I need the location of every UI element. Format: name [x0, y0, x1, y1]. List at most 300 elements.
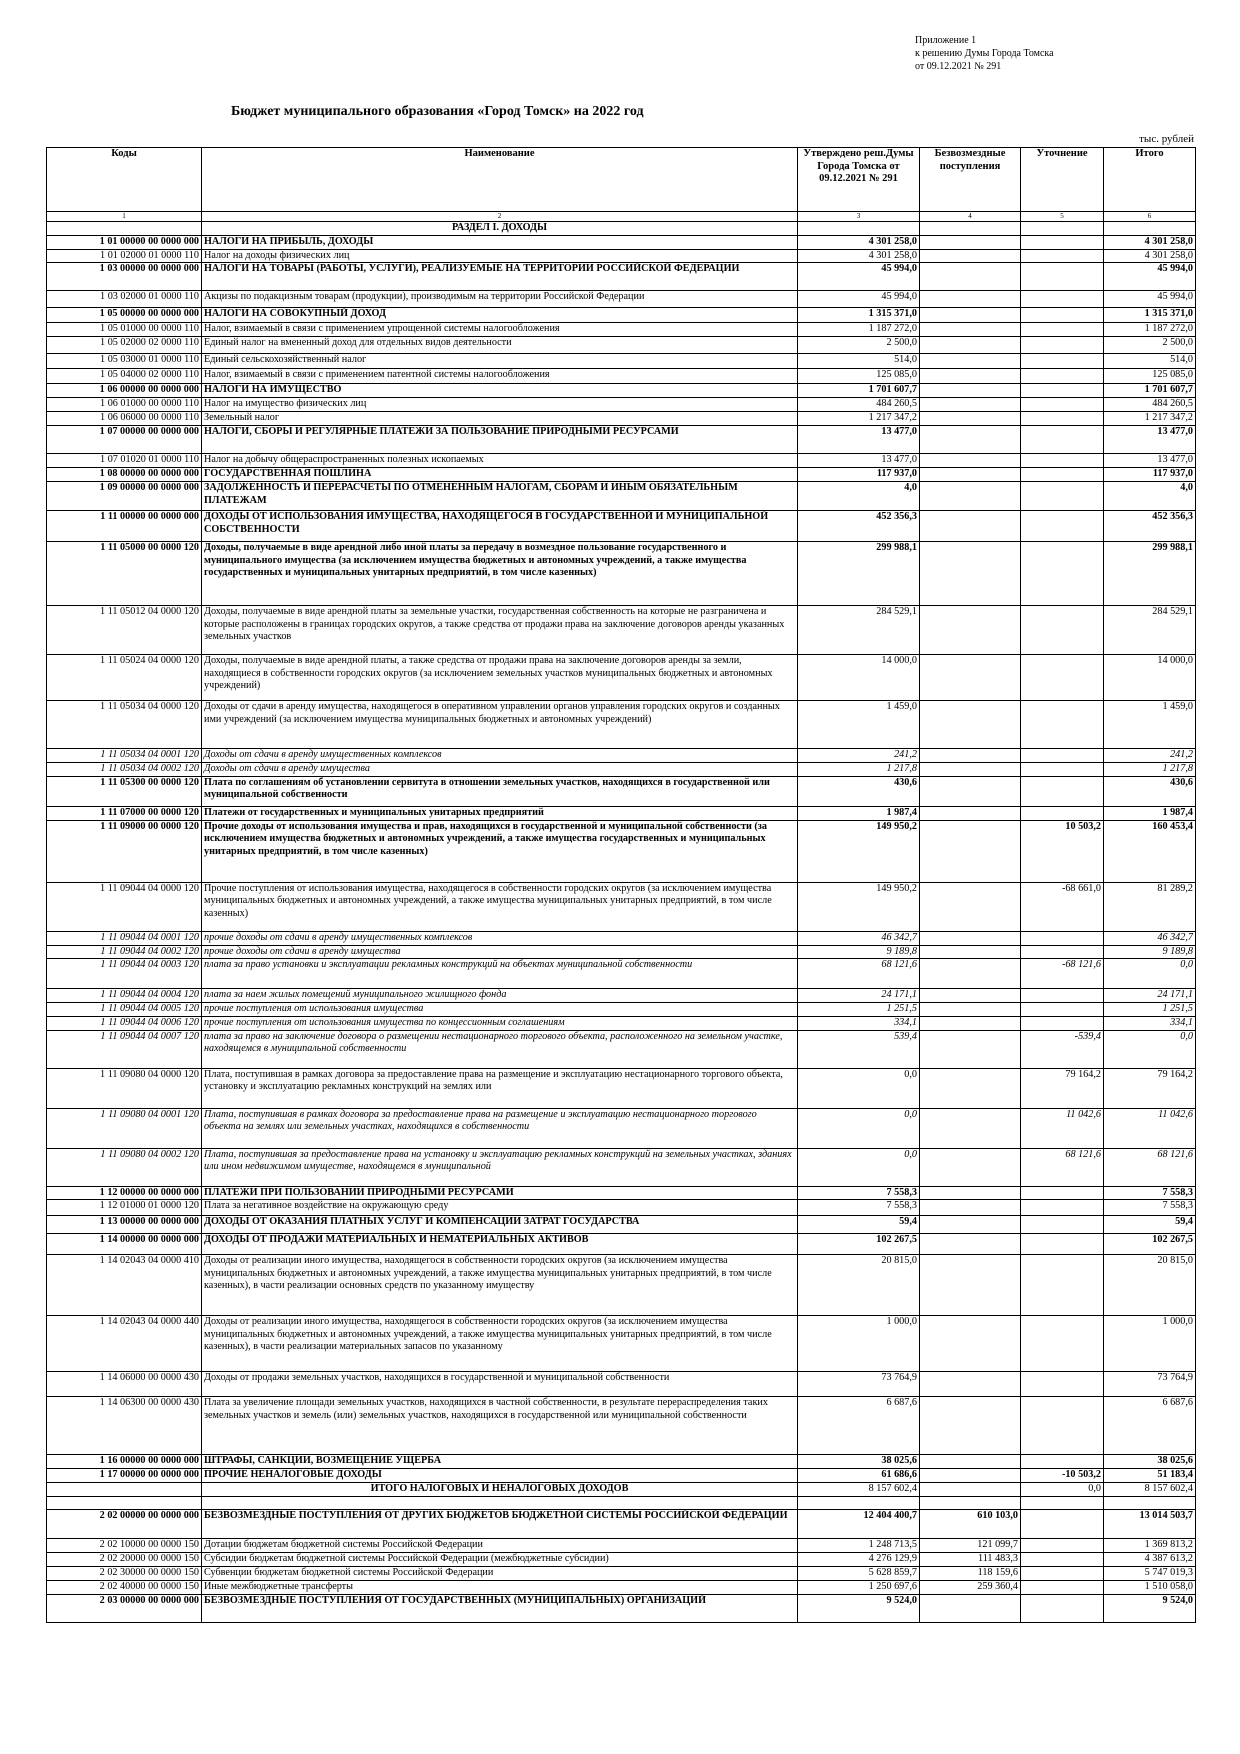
total-cell: 1 217 347,2 — [1104, 412, 1196, 426]
grants-cell — [920, 354, 1021, 369]
table-row — [47, 762, 1196, 776]
name-cell: Доходы, получаемые в виде арендной либо иной платы за передачу в возмездное пользование государственного и муниципального имущества (за исключением имущества бюджетных и автономных учреждений, а также имущества государственных и муниципальных унитарных предприятий, в том числе казенных) — [202, 542, 798, 606]
table-row — [47, 1553, 1196, 1567]
name-cell: НАЛОГИ НА ТОВАРЫ (РАБОТЫ, УСЛУГИ), РЕАЛИЗУЕМЫЕ НА ТЕРРИТОРИИ РОССИЙСКОЙ ФЕДЕРАЦИИ — [202, 263, 798, 291]
code-cell: 1 11 09000 00 0000 120 — [47, 820, 202, 882]
refinement-cell — [1021, 235, 1104, 249]
table-row — [47, 1497, 1196, 1510]
refinement-cell — [1021, 945, 1104, 959]
grants-cell — [920, 1483, 1021, 1497]
approved-cell: 284 529,1 — [798, 606, 920, 655]
grants-cell — [920, 655, 1021, 701]
table-row — [47, 1595, 1196, 1623]
table-row — [47, 542, 1196, 606]
name-cell: Акцизы по подакцизным товарам (продукции), производимым на территории Российской Федерации — [202, 291, 798, 308]
table-row — [47, 1016, 1196, 1030]
total-cell — [1104, 1497, 1196, 1510]
grants-cell: 259 360,4 — [920, 1581, 1021, 1595]
grants-cell — [920, 1234, 1021, 1255]
grants-cell — [920, 749, 1021, 763]
grants-cell — [920, 398, 1021, 412]
table-row — [47, 384, 1196, 398]
refinement-cell — [1021, 369, 1104, 384]
total-cell: 1 187 272,0 — [1104, 323, 1196, 337]
total-cell: 117 937,0 — [1104, 468, 1196, 482]
grants-cell — [920, 426, 1021, 454]
total-cell: 51 183,4 — [1104, 1469, 1196, 1483]
annex-note — [915, 34, 1054, 73]
refinement-cell — [1021, 426, 1104, 454]
approved-cell: 7 558,3 — [798, 1186, 920, 1200]
grants-cell: 118 159,6 — [920, 1567, 1021, 1581]
grants-cell — [920, 1148, 1021, 1186]
code-cell: 1 11 09044 04 0002 120 — [47, 945, 202, 959]
name-cell: Дотации бюджетам бюджетной системы Российской Федерации — [202, 1539, 798, 1553]
total-cell: 1 369 813,2 — [1104, 1539, 1196, 1553]
table-row — [47, 426, 1196, 454]
table-row — [47, 945, 1196, 959]
table-row — [47, 606, 1196, 655]
approved-cell: 514,0 — [798, 354, 920, 369]
name-cell: Единый налог на вмененный доход для отдельных видов деятельности — [202, 337, 798, 354]
table-row — [47, 820, 1196, 882]
code-cell: 2 02 00000 00 0000 000 — [47, 1510, 202, 1539]
table-row — [47, 1030, 1196, 1068]
refinement-cell — [1021, 1455, 1104, 1469]
grants-cell — [920, 308, 1021, 323]
grants-cell — [920, 959, 1021, 989]
name-cell: Плата по соглашениям об установлении сервитута в отношении земельных участков, находящихся в государственной или муниципальной собственности — [202, 776, 798, 806]
annex-line: к решению Думы Города Томска — [915, 48, 1054, 59]
total-cell: 1 217,8 — [1104, 762, 1196, 776]
table-row — [47, 1108, 1196, 1148]
grants-cell — [920, 762, 1021, 776]
refinement-cell — [1021, 1316, 1104, 1372]
column-number: 1 — [47, 212, 202, 222]
code-cell — [47, 1483, 202, 1497]
refinement-cell — [1021, 655, 1104, 701]
grants-cell — [920, 542, 1021, 606]
table-row — [47, 1216, 1196, 1234]
approved-cell: 38 025,6 — [798, 1455, 920, 1469]
code-cell: 1 11 05000 00 0000 120 — [47, 542, 202, 606]
table-row — [47, 882, 1196, 931]
approved-cell: 59,4 — [798, 1216, 920, 1234]
total-cell: 13 014 503,7 — [1104, 1510, 1196, 1539]
refinement-cell — [1021, 762, 1104, 776]
name-cell: ШТРАФЫ, САНКЦИИ, ВОЗМЕЩЕНИЕ УЩЕРБА — [202, 1455, 798, 1469]
section-empty-cell — [1021, 222, 1104, 236]
name-cell: прочие поступления от использования имущества — [202, 1003, 798, 1017]
grants-cell: 111 483,3 — [920, 1553, 1021, 1567]
total-cell: 484 260,5 — [1104, 398, 1196, 412]
total-cell: 4 387 613,2 — [1104, 1553, 1196, 1567]
grants-cell — [920, 1068, 1021, 1108]
section-row — [47, 222, 1196, 236]
total-cell: 430,6 — [1104, 776, 1196, 806]
code-cell: 1 07 00000 00 0000 000 — [47, 426, 202, 454]
total-cell: 68 121,6 — [1104, 1148, 1196, 1186]
grants-cell — [920, 989, 1021, 1003]
refinement-cell — [1021, 482, 1104, 511]
total-cell: 1 987,4 — [1104, 806, 1196, 820]
grants-cell — [920, 1108, 1021, 1148]
code-cell: 1 14 02043 04 0000 410 — [47, 1255, 202, 1316]
code-cell: 1 13 00000 00 0000 000 — [47, 1216, 202, 1234]
document-title: Бюджет муниципального образования «Город Томск» на 2022 год — [231, 104, 644, 119]
name-cell: НАЛОГИ НА ПРИБЫЛЬ, ДОХОДЫ — [202, 235, 798, 249]
name-cell: Плата за увеличение площади земельных участков, находящихся в частной собственности, в результате перераспределения таких земельных участков и земель (или) земельных участков, находящихся в государственной или муниципальной собственности — [202, 1397, 798, 1455]
approved-cell: 14 000,0 — [798, 655, 920, 701]
code-cell: 2 02 30000 00 0000 150 — [47, 1567, 202, 1581]
refinement-cell — [1021, 398, 1104, 412]
grants-cell — [920, 511, 1021, 542]
name-cell: ЗАДОЛЖЕННОСТЬ И ПЕРЕРАСЧЕТЫ ПО ОТМЕНЕННЫМ НАЛОГАМ, СБОРАМ И ИНЫМ ОБЯЗАТЕЛЬНЫМ ПЛАТЕЖАМ — [202, 482, 798, 511]
annex-line: от 09.12.2021 № 291 — [915, 61, 1002, 72]
column-number: 3 — [798, 212, 920, 222]
refinement-cell — [1021, 989, 1104, 1003]
annex-line: Приложение 1 — [915, 35, 977, 46]
grants-cell — [920, 323, 1021, 337]
table-row — [47, 354, 1196, 369]
units-label: тыс. рублей — [1139, 133, 1194, 145]
name-cell: БЕЗВОЗМЕЗДНЫЕ ПОСТУПЛЕНИЯ ОТ ДРУГИХ БЮДЖЕТОВ БЮДЖЕТНОЙ СИСТЕМЫ РОССИЙСКОЙ ФЕДЕРАЦИИ — [202, 1510, 798, 1539]
code-cell: 1 16 00000 00 0000 000 — [47, 1455, 202, 1469]
column-header-codes: Коды — [47, 148, 202, 212]
refinement-cell: 0,0 — [1021, 1483, 1104, 1497]
column-number-row — [47, 212, 1196, 222]
column-header-refinement: Уточнение — [1021, 148, 1104, 212]
code-cell: 1 05 03000 01 0000 110 — [47, 354, 202, 369]
total-cell: 6 687,6 — [1104, 1397, 1196, 1455]
total-cell: 1 510 058,0 — [1104, 1581, 1196, 1595]
section-code-cell — [47, 222, 202, 236]
code-cell: 1 03 02000 01 0000 110 — [47, 291, 202, 308]
name-cell: Налог на имущество физических лиц — [202, 398, 798, 412]
total-cell: 7 558,3 — [1104, 1186, 1196, 1200]
approved-cell: 149 950,2 — [798, 820, 920, 882]
approved-cell: 5 628 859,7 — [798, 1567, 920, 1581]
name-cell: Доходы от реализации иного имущества, находящегося в собственности городских округов (за исключением имущества муниципальных бюджетных и автономных учреждений, а также имущества муниципальных унитарных предприятий, в том числе казенных), в части реализации материальных запасов по указанному — [202, 1316, 798, 1372]
approved-cell: 4,0 — [798, 482, 920, 511]
approved-cell: 2 500,0 — [798, 337, 920, 354]
table-row — [47, 655, 1196, 701]
code-cell: 1 14 02043 04 0000 440 — [47, 1316, 202, 1372]
approved-cell: 0,0 — [798, 1068, 920, 1108]
code-cell: 1 11 05034 04 0000 120 — [47, 701, 202, 749]
approved-cell: 452 356,3 — [798, 511, 920, 542]
grants-cell — [920, 1372, 1021, 1397]
refinement-cell — [1021, 701, 1104, 749]
code-cell: 1 11 09044 04 0003 120 — [47, 959, 202, 989]
table-row — [47, 412, 1196, 426]
refinement-cell: -68 661,0 — [1021, 882, 1104, 931]
approved-cell: 1 187 272,0 — [798, 323, 920, 337]
grants-cell — [920, 1497, 1021, 1510]
refinement-cell — [1021, 1186, 1104, 1200]
section-title: РАЗДЕЛ I. ДОХОДЫ — [202, 222, 798, 236]
table-row — [47, 1539, 1196, 1553]
total-cell: 299 988,1 — [1104, 542, 1196, 606]
grants-cell — [920, 820, 1021, 882]
grants-cell — [920, 412, 1021, 426]
column-number: 5 — [1021, 212, 1104, 222]
approved-cell: 1 217 347,2 — [798, 412, 920, 426]
grants-cell: 121 099,7 — [920, 1539, 1021, 1553]
total-cell: 8 157 602,4 — [1104, 1483, 1196, 1497]
grants-cell — [920, 482, 1021, 511]
refinement-cell — [1021, 1581, 1104, 1595]
grants-cell — [920, 701, 1021, 749]
table-row — [47, 701, 1196, 749]
approved-cell: 61 686,6 — [798, 1469, 920, 1483]
refinement-cell — [1021, 1372, 1104, 1397]
grants-cell — [920, 1030, 1021, 1068]
table-row — [47, 1483, 1196, 1497]
code-cell: 1 05 00000 00 0000 000 — [47, 308, 202, 323]
refinement-cell — [1021, 542, 1104, 606]
approved-cell: 68 121,6 — [798, 959, 920, 989]
approved-cell: 0,0 — [798, 1108, 920, 1148]
grants-cell — [920, 263, 1021, 291]
code-cell: 1 05 04000 02 0000 110 — [47, 369, 202, 384]
column-number: 4 — [920, 212, 1021, 222]
total-cell: 2 500,0 — [1104, 337, 1196, 354]
table-row — [47, 291, 1196, 308]
approved-cell: 13 477,0 — [798, 426, 920, 454]
code-cell: 1 06 06000 00 0000 110 — [47, 412, 202, 426]
grants-cell — [920, 806, 1021, 820]
name-cell: Доходы от продажи земельных участков, находящихся в государственной и муниципальной собственности — [202, 1372, 798, 1397]
name-cell: ИТОГО НАЛОГОВЫХ И НЕНАЛОГОВЫХ ДОХОДОВ — [202, 1483, 798, 1497]
refinement-cell — [1021, 249, 1104, 263]
name-cell: Прочие поступления от использования имущества, находящегося в собственности городских округов (за исключением имущества муниципальных бюджетных и автономных учреждений, а также имущества муниципальных унитарных предприятий, в том числе казенных) — [202, 882, 798, 931]
table-row — [47, 1200, 1196, 1216]
name-cell: Плата, поступившая в рамках договора за предоставление права на размещение и эксплуатацию нестационарного торгового объекта на землях или земельных участках, находящихся в собственности — [202, 1108, 798, 1148]
refinement-cell — [1021, 606, 1104, 655]
approved-cell — [798, 1497, 920, 1510]
total-cell: 45 994,0 — [1104, 263, 1196, 291]
column-header-approved: Утверждено реш.Думы Города Томска от 09.12.2021 № 291 — [798, 148, 920, 212]
approved-cell: 1 000,0 — [798, 1316, 920, 1372]
refinement-cell — [1021, 308, 1104, 323]
name-cell: Плата за негативное воздействие на окружающую среду — [202, 1200, 798, 1216]
column-header-grants: Безвозмездные поступления — [920, 148, 1021, 212]
grants-cell — [920, 1316, 1021, 1372]
code-cell: 1 11 09044 04 0004 120 — [47, 989, 202, 1003]
approved-cell: 1 701 607,7 — [798, 384, 920, 398]
refinement-cell — [1021, 1216, 1104, 1234]
code-cell: 1 11 05012 04 0000 120 — [47, 606, 202, 655]
total-cell: 46 342,7 — [1104, 931, 1196, 945]
grants-cell — [920, 291, 1021, 308]
approved-cell: 1 315 371,0 — [798, 308, 920, 323]
code-cell: 1 11 09044 04 0000 120 — [47, 882, 202, 931]
table-row — [47, 249, 1196, 263]
refinement-cell — [1021, 337, 1104, 354]
code-cell: 1 08 00000 00 0000 000 — [47, 468, 202, 482]
total-cell: 20 815,0 — [1104, 1255, 1196, 1316]
grants-cell — [920, 384, 1021, 398]
code-cell: 1 11 05300 00 0000 120 — [47, 776, 202, 806]
total-cell: 5 747 019,3 — [1104, 1567, 1196, 1581]
grants-cell — [920, 337, 1021, 354]
table-row — [47, 1455, 1196, 1469]
code-cell: 1 11 09080 04 0000 120 — [47, 1068, 202, 1108]
total-cell: 81 289,2 — [1104, 882, 1196, 931]
total-cell: 1 251,5 — [1104, 1003, 1196, 1017]
total-cell: 102 267,5 — [1104, 1234, 1196, 1255]
table-row — [47, 1148, 1196, 1186]
name-cell: прочие доходы от сдачи в аренду имущественных комплексов — [202, 931, 798, 945]
refinement-cell — [1021, 323, 1104, 337]
refinement-cell — [1021, 1595, 1104, 1623]
total-cell: 1 459,0 — [1104, 701, 1196, 749]
name-cell: Земельный налог — [202, 412, 798, 426]
approved-cell: 45 994,0 — [798, 263, 920, 291]
total-cell: 13 477,0 — [1104, 454, 1196, 468]
total-cell: 1 000,0 — [1104, 1316, 1196, 1372]
total-cell: 1 701 607,7 — [1104, 384, 1196, 398]
grants-cell — [920, 249, 1021, 263]
approved-cell: 299 988,1 — [798, 542, 920, 606]
code-cell: 1 11 09080 04 0001 120 — [47, 1108, 202, 1148]
refinement-cell: 79 164,2 — [1021, 1068, 1104, 1108]
code-cell: 1 06 00000 00 0000 000 — [47, 384, 202, 398]
code-cell: 1 09 00000 00 0000 000 — [47, 482, 202, 511]
table-row — [47, 468, 1196, 482]
name-cell: плата за право установки и эксплуатации рекламных конструкций на объектах муниципальной собственности — [202, 959, 798, 989]
column-number: 2 — [202, 212, 798, 222]
table-row — [47, 1186, 1196, 1200]
total-cell: 9 524,0 — [1104, 1595, 1196, 1623]
total-cell: 4 301 258,0 — [1104, 235, 1196, 249]
table-row — [47, 776, 1196, 806]
refinement-cell: -539,4 — [1021, 1030, 1104, 1068]
grants-cell — [920, 1216, 1021, 1234]
name-cell: Единый сельскохозяйственный налог — [202, 354, 798, 369]
table-row — [47, 235, 1196, 249]
approved-cell: 73 764,9 — [798, 1372, 920, 1397]
code-cell: 1 11 07000 00 0000 120 — [47, 806, 202, 820]
column-number: 6 — [1104, 212, 1196, 222]
code-cell — [47, 1497, 202, 1510]
refinement-cell — [1021, 1200, 1104, 1216]
name-cell: ДОХОДЫ ОТ ПРОДАЖИ МАТЕРИАЛЬНЫХ И НЕМАТЕРИАЛЬНЫХ АКТИВОВ — [202, 1234, 798, 1255]
approved-cell: 45 994,0 — [798, 291, 920, 308]
total-cell: 241,2 — [1104, 749, 1196, 763]
total-cell: 73 764,9 — [1104, 1372, 1196, 1397]
code-cell: 1 14 00000 00 0000 000 — [47, 1234, 202, 1255]
grants-cell — [920, 468, 1021, 482]
refinement-cell — [1021, 1397, 1104, 1455]
table-row — [47, 1510, 1196, 1539]
grants-cell — [920, 1469, 1021, 1483]
name-cell — [202, 1497, 798, 1510]
approved-cell: 125 085,0 — [798, 369, 920, 384]
approved-cell: 7 558,3 — [798, 1200, 920, 1216]
name-cell: прочие поступления от использования имущества по концессионным соглашениям — [202, 1016, 798, 1030]
refinement-cell — [1021, 454, 1104, 468]
code-cell: 1 03 00000 00 0000 000 — [47, 263, 202, 291]
code-cell: 1 07 01020 01 0000 110 — [47, 454, 202, 468]
code-cell: 1 11 00000 00 0000 000 — [47, 511, 202, 542]
total-cell: 160 453,4 — [1104, 820, 1196, 882]
approved-cell: 13 477,0 — [798, 454, 920, 468]
approved-cell: 9 189,8 — [798, 945, 920, 959]
refinement-cell — [1021, 1255, 1104, 1316]
approved-cell: 12 404 400,7 — [798, 1510, 920, 1539]
approved-cell: 1 987,4 — [798, 806, 920, 820]
grants-cell: 610 103,0 — [920, 1510, 1021, 1539]
refinement-cell — [1021, 291, 1104, 308]
code-cell: 1 11 05034 04 0001 120 — [47, 749, 202, 763]
table-body — [47, 222, 1196, 1623]
name-cell: НАЛОГИ НА СОВОКУПНЫЙ ДОХОД — [202, 308, 798, 323]
name-cell: НАЛОГИ, СБОРЫ И РЕГУЛЯРНЫЕ ПЛАТЕЖИ ЗА ПОЛЬЗОВАНИЕ ПРИРОДНЫМИ РЕСУРСАМИ — [202, 426, 798, 454]
refinement-cell — [1021, 1234, 1104, 1255]
grants-cell — [920, 945, 1021, 959]
table-header-row — [47, 148, 1196, 212]
table-row — [47, 1234, 1196, 1255]
code-cell: 1 06 01000 00 0000 110 — [47, 398, 202, 412]
refinement-cell — [1021, 263, 1104, 291]
grants-cell — [920, 369, 1021, 384]
total-cell: 79 164,2 — [1104, 1068, 1196, 1108]
name-cell: НАЛОГИ НА ИМУЩЕСТВО — [202, 384, 798, 398]
approved-cell: 484 260,5 — [798, 398, 920, 412]
grants-cell — [920, 1455, 1021, 1469]
code-cell: 1 05 02000 02 0000 110 — [47, 337, 202, 354]
name-cell: ПРОЧИЕ НЕНАЛОГОВЫЕ ДОХОДЫ — [202, 1469, 798, 1483]
total-cell: 284 529,1 — [1104, 606, 1196, 655]
table-row — [47, 1255, 1196, 1316]
grants-cell — [920, 1186, 1021, 1200]
code-cell: 1 11 05024 04 0000 120 — [47, 655, 202, 701]
approved-cell: 334,1 — [798, 1016, 920, 1030]
name-cell: Налог на добычу общераспространенных полезных ископаемых — [202, 454, 798, 468]
approved-cell: 430,6 — [798, 776, 920, 806]
code-cell: 1 17 00000 00 0000 000 — [47, 1469, 202, 1483]
code-cell: 1 11 09080 04 0002 120 — [47, 1148, 202, 1186]
name-cell: Субсидии бюджетам бюджетной системы Российской Федерации (межбюджетные субсидии) — [202, 1553, 798, 1567]
total-cell: 514,0 — [1104, 354, 1196, 369]
name-cell: БЕЗВОЗМЕЗДНЫЕ ПОСТУПЛЕНИЯ ОТ ГОСУДАРСТВЕННЫХ (МУНИЦИПАЛЬНЫХ) ОРГАНИЗАЦИЙ — [202, 1595, 798, 1623]
refinement-cell — [1021, 354, 1104, 369]
table-row — [47, 337, 1196, 354]
refinement-cell — [1021, 1510, 1104, 1539]
code-cell: 1 11 09044 04 0006 120 — [47, 1016, 202, 1030]
total-cell: 125 085,0 — [1104, 369, 1196, 384]
name-cell: плата за право на заключение договора о размещении нестационарного торгового объекта, расположенного на земельном участке, находящемся в муниципальной собственности — [202, 1030, 798, 1068]
code-cell: 2 02 10000 00 0000 150 — [47, 1539, 202, 1553]
table-row — [47, 1316, 1196, 1372]
total-cell: 24 171,1 — [1104, 989, 1196, 1003]
total-cell: 7 558,3 — [1104, 1200, 1196, 1216]
approved-cell: 4 301 258,0 — [798, 249, 920, 263]
refinement-cell — [1021, 412, 1104, 426]
grants-cell — [920, 1397, 1021, 1455]
name-cell: Налог на доходы физических лиц — [202, 249, 798, 263]
refinement-cell: 11 042,6 — [1021, 1108, 1104, 1148]
total-cell: 9 189,8 — [1104, 945, 1196, 959]
code-cell: 2 03 00000 00 0000 000 — [47, 1595, 202, 1623]
table-row — [47, 398, 1196, 412]
name-cell: Прочие доходы от использования имущества и прав, находящихся в государственной и муниципальной собственности (за исключением имущества бюджетных и автономных учреждений, а также имущества государственных и муниципальных унитарных предприятий, в том числе казенных) — [202, 820, 798, 882]
table-row — [47, 959, 1196, 989]
code-cell: 1 14 06300 00 0000 430 — [47, 1397, 202, 1455]
name-cell: Налог, взимаемый в связи с применением упрощенной системы налогообложения — [202, 323, 798, 337]
